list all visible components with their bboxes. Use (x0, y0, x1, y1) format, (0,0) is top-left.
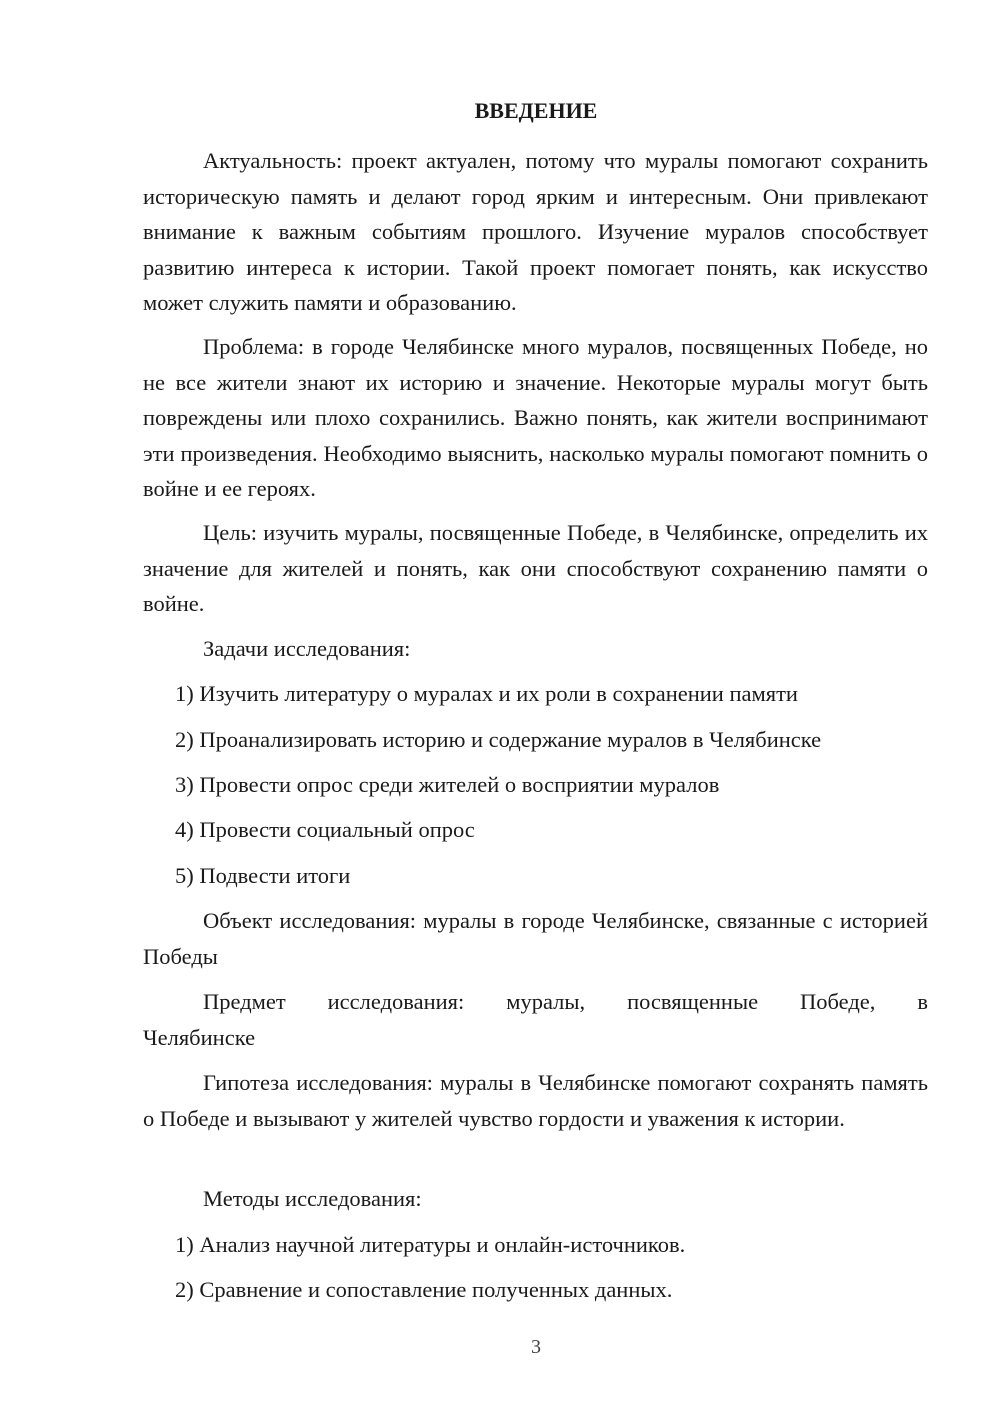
task-item: 5) Подвести итоги (175, 863, 351, 888)
method-item: 2) Сравнение и сопоставление полученных данных. (175, 1277, 673, 1302)
hypothesis-paragraph: Гипотеза исследования: муралы в Челябинске помогают сохранять память о Победе и вызывают у жителей чувство гордости и уважения к истории. (143, 1070, 928, 1131)
tasks-label: Задачи исследования: (203, 636, 411, 661)
object-paragraph: Объект исследования: муралы в городе Челябинске, связанные с историей Победы (143, 908, 928, 969)
section-heading: ВВЕДЕНИЕ (474, 98, 598, 123)
methods-label: Методы исследования: (203, 1186, 422, 1211)
subject-word: в (917, 989, 928, 1014)
task-item: 1) Изучить литературу о муралах и их роли в сохранении памяти (175, 681, 798, 706)
task-item: 3) Провести опрос среди жителей о восприятии муралов (175, 772, 720, 797)
subject-word: исследования: (327, 989, 465, 1014)
relevance-paragraph: Актуальность: проект актуален, потому что муралы помогают сохранить историческую память и делают город ярким и интересным. Они привлекают внимание к важным событиям прошлого. Изучение муралов способствует развитию интереса к истории. Такой проект помогает понять, как искусство может служить памяти и образованию. (143, 148, 928, 315)
subject-first-line (143, 984, 928, 1020)
subject-word: посвященные (627, 989, 759, 1014)
task-item: 2) Проанализировать историю и содержание муралов в Челябинске (175, 727, 822, 752)
method-item: 1) Анализ научной литературы и онлайн-источников. (175, 1232, 686, 1257)
subject-last-line: Челябинске (143, 1024, 256, 1050)
subject-paragraph (143, 984, 928, 1055)
subject-word: Предмет (203, 989, 286, 1014)
problem-paragraph: Проблема: в городе Челябинске много муралов, посвященных Победе, но не все жители знают их историю и значение. Некоторые муралы могут быть повреждены или плохо сохранились. Важно понять, как жители воспринимают эти произведения. Необходимо выяснить, насколько муралы помогают помнить о войне и ее героях. (143, 334, 928, 501)
subject-word: Победе, (800, 989, 876, 1014)
goal-paragraph: Цель: изучить муралы, посвященные Победе, в Челябинске, определить их значение для жителей и понять, как они способствуют сохранению памяти о войне. (143, 520, 928, 616)
subject-word: муралы, (506, 989, 586, 1014)
page-number: 3 (531, 1336, 541, 1358)
task-item: 4) Провести социальный опрос (175, 817, 475, 842)
